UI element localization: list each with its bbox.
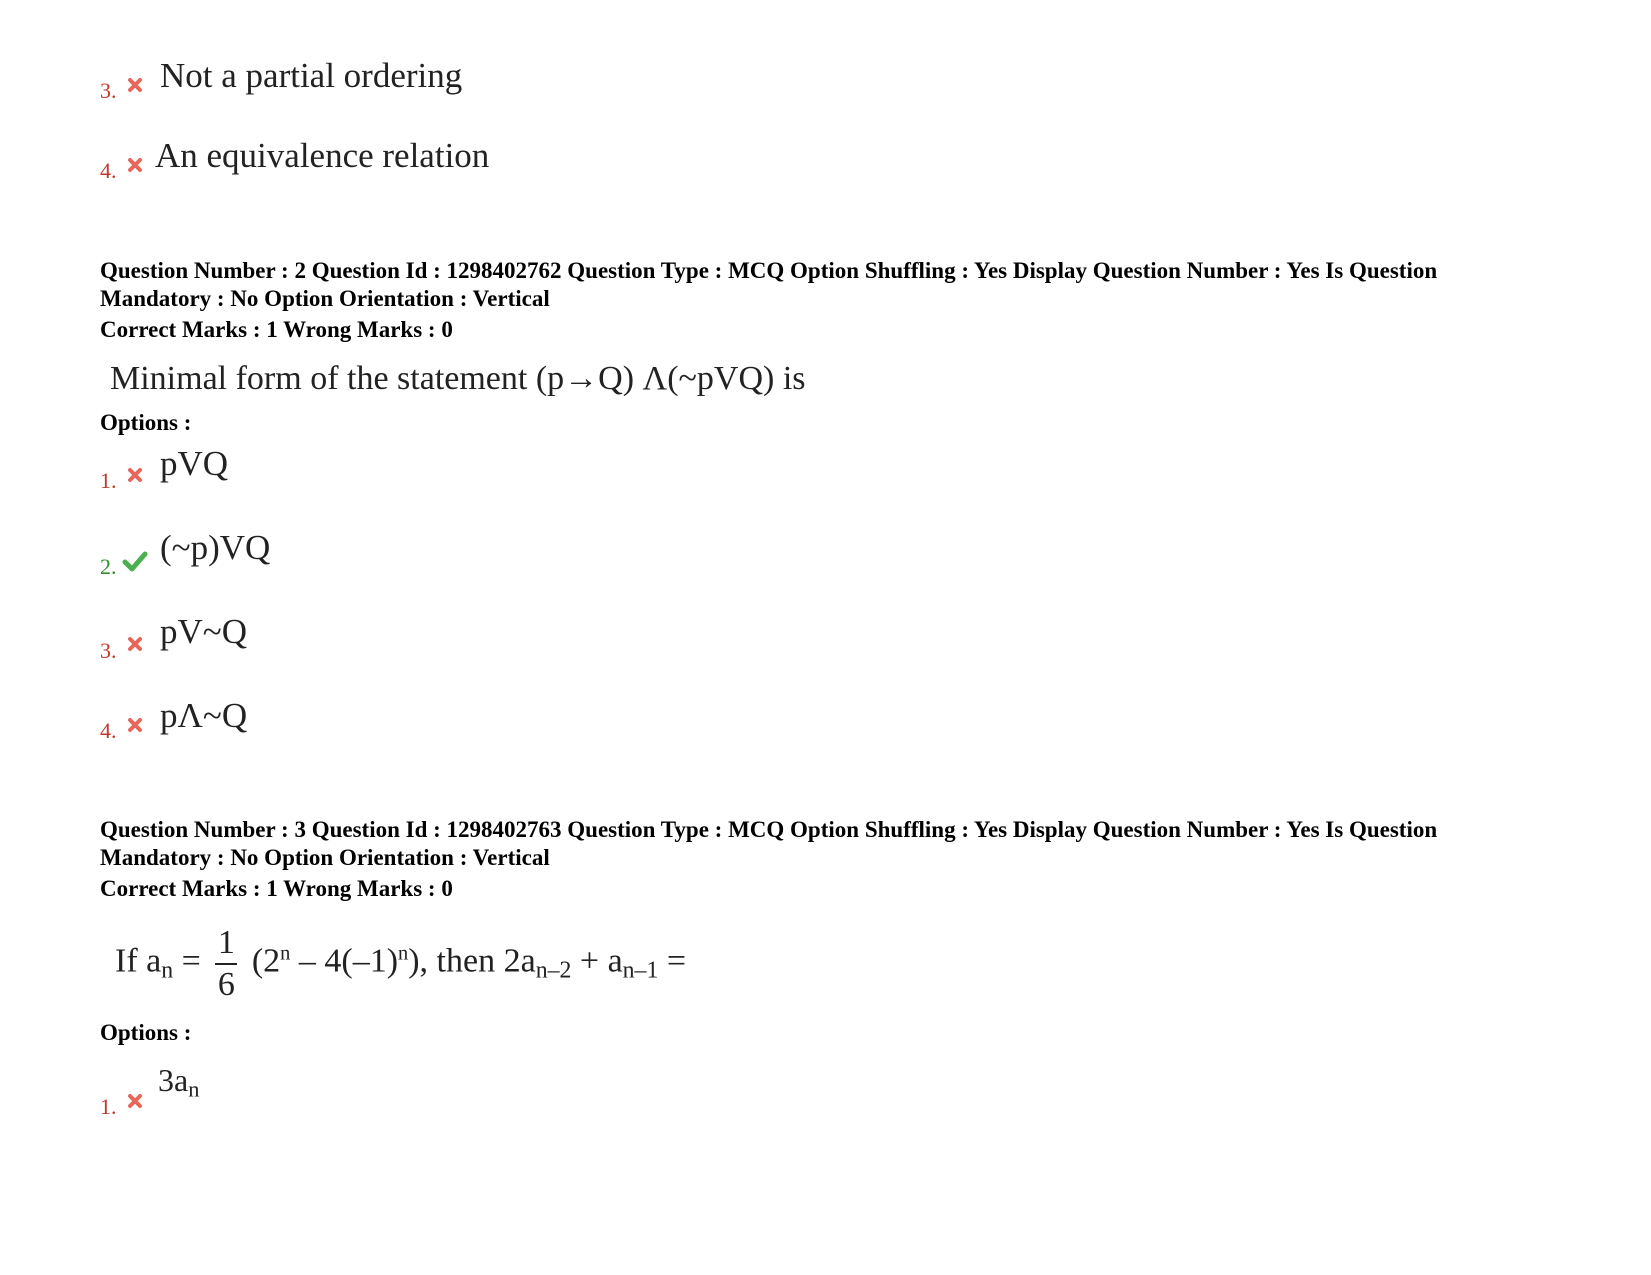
option-text-main: 3a xyxy=(158,1062,189,1098)
option-number: 3. xyxy=(100,78,117,103)
question-meta-line: Mandatory : No Option Orientation : Vertical xyxy=(100,845,550,870)
stem-text: = xyxy=(658,942,687,980)
stem-subscript: n xyxy=(161,957,174,984)
stem-subscript: n–2 xyxy=(535,957,572,984)
option-number: 4. xyxy=(100,158,117,183)
options-label: Options : xyxy=(100,1020,192,1045)
stem-text: If a xyxy=(115,942,162,980)
option-number: 1. xyxy=(100,1094,117,1119)
option-text: pVQ xyxy=(160,444,229,483)
cross-icon xyxy=(126,1092,144,1110)
stem-text: (2 xyxy=(251,942,281,980)
question-stem: Minimal form of the statement (p→Q) Λ(~pVQ) is xyxy=(110,360,806,397)
question-meta-line: Question Number : 3 Question Id : 1298402763 Question Type : MCQ Option Shuffling : Yes Display Question Number : Yes Is Question xyxy=(100,817,1438,842)
fraction xyxy=(215,925,237,1002)
question-meta xyxy=(100,257,1600,313)
stem-subscript: n–1 xyxy=(622,957,659,984)
stem-text: + a xyxy=(571,942,623,980)
option-number: 3. xyxy=(100,638,117,663)
option-number: 4. xyxy=(100,718,117,743)
cross-icon xyxy=(126,716,144,734)
option-subscript: n xyxy=(188,1076,200,1102)
option-text xyxy=(158,1064,199,1101)
stem-text: ), then 2a xyxy=(408,942,536,980)
options-label: Options : xyxy=(100,410,192,435)
stem-text: – 4(–1) xyxy=(290,942,399,980)
cross-icon xyxy=(126,466,144,484)
option-text: Not a partial ordering xyxy=(160,56,463,95)
option-text: An equivalence relation xyxy=(155,136,490,175)
cross-icon xyxy=(126,76,144,94)
fraction-numerator: 1 xyxy=(217,924,235,961)
question-meta-line: Mandatory : No Option Orientation : Vertical xyxy=(100,286,550,311)
option-text: pΛ~Q xyxy=(160,696,248,735)
fraction-denominator: 6 xyxy=(217,965,235,1003)
check-icon xyxy=(122,550,148,572)
question-marks: Correct Marks : 1 Wrong Marks : 0 xyxy=(100,876,453,901)
question-marks: Correct Marks : 1 Wrong Marks : 0 xyxy=(100,317,453,342)
stem-superscript: n xyxy=(280,942,291,965)
option-text: (~p)VQ xyxy=(160,528,271,567)
option-number: 2. xyxy=(100,554,117,579)
cross-icon xyxy=(126,156,144,174)
option-text: pV~Q xyxy=(160,612,247,651)
question-meta-line: Question Number : 2 Question Id : 1298402762 Question Type : MCQ Option Shuffling : Yes Display Question Number : Yes Is Question xyxy=(100,258,1438,283)
cross-icon xyxy=(126,635,144,653)
option-number: 1. xyxy=(100,468,117,493)
stem-text: = xyxy=(181,942,201,980)
question-stem xyxy=(115,925,686,1002)
question-meta xyxy=(100,816,1600,872)
stem-superscript: n xyxy=(398,942,409,965)
